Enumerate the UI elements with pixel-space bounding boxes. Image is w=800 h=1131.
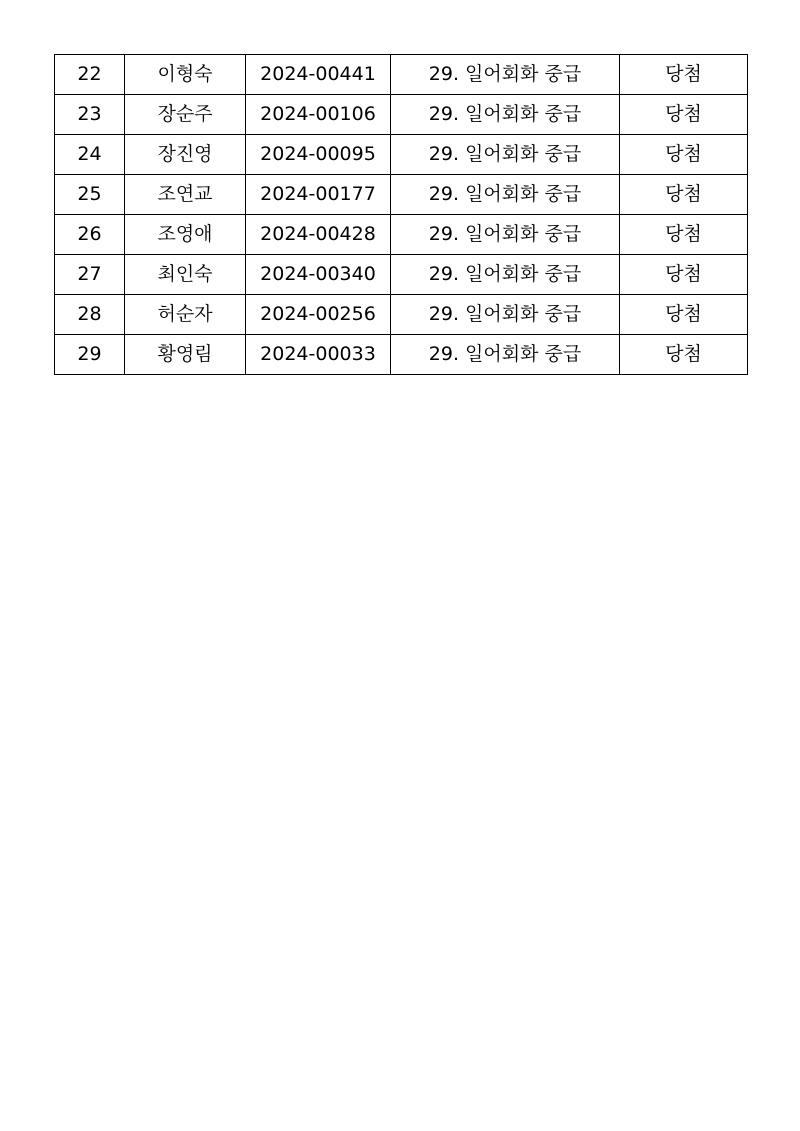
table-row — [55, 135, 748, 175]
application-id: 2024-00177 — [246, 175, 391, 215]
row-number: 28 — [55, 295, 125, 335]
applicant-name: 장순주 — [125, 95, 246, 135]
result-status: 당첨 — [620, 55, 748, 95]
course-name: 29. 일어회화 중급 — [391, 295, 620, 335]
application-id: 2024-00441 — [246, 55, 391, 95]
application-id: 2024-00428 — [246, 215, 391, 255]
row-number: 23 — [55, 95, 125, 135]
course-name: 29. 일어회화 중급 — [391, 135, 620, 175]
applicant-name: 장진영 — [125, 135, 246, 175]
row-number: 24 — [55, 135, 125, 175]
row-number: 27 — [55, 255, 125, 295]
course-name: 29. 일어회화 중급 — [391, 175, 620, 215]
applicant-name: 조연교 — [125, 175, 246, 215]
result-status: 당첨 — [620, 255, 748, 295]
applicant-name: 황영림 — [125, 335, 246, 375]
row-number: 25 — [55, 175, 125, 215]
applicant-name: 이형숙 — [125, 55, 246, 95]
course-name: 29. 일어회화 중급 — [391, 335, 620, 375]
course-name: 29. 일어회화 중급 — [391, 55, 620, 95]
table-row — [55, 295, 748, 335]
course-name: 29. 일어회화 중급 — [391, 95, 620, 135]
course-name: 29. 일어회화 중급 — [391, 255, 620, 295]
row-number: 26 — [55, 215, 125, 255]
application-id: 2024-00106 — [246, 95, 391, 135]
result-status: 당첨 — [620, 135, 748, 175]
result-status: 당첨 — [620, 175, 748, 215]
application-id: 2024-00256 — [246, 295, 391, 335]
table-row — [55, 95, 748, 135]
result-status: 당첨 — [620, 215, 748, 255]
table-row — [55, 335, 748, 375]
applicant-name: 허순자 — [125, 295, 246, 335]
table-row — [55, 175, 748, 215]
table-row — [55, 215, 748, 255]
results-table — [54, 54, 748, 375]
applicant-name: 최인숙 — [125, 255, 246, 295]
result-status: 당첨 — [620, 335, 748, 375]
applicant-name: 조영애 — [125, 215, 246, 255]
application-id: 2024-00095 — [246, 135, 391, 175]
results-table-body — [55, 55, 748, 375]
course-name: 29. 일어회화 중급 — [391, 215, 620, 255]
application-id: 2024-00033 — [246, 335, 391, 375]
result-status: 당첨 — [620, 295, 748, 335]
application-id: 2024-00340 — [246, 255, 391, 295]
result-status: 당첨 — [620, 95, 748, 135]
row-number: 29 — [55, 335, 125, 375]
row-number: 22 — [55, 55, 125, 95]
table-row — [55, 55, 748, 95]
table-row — [55, 255, 748, 295]
